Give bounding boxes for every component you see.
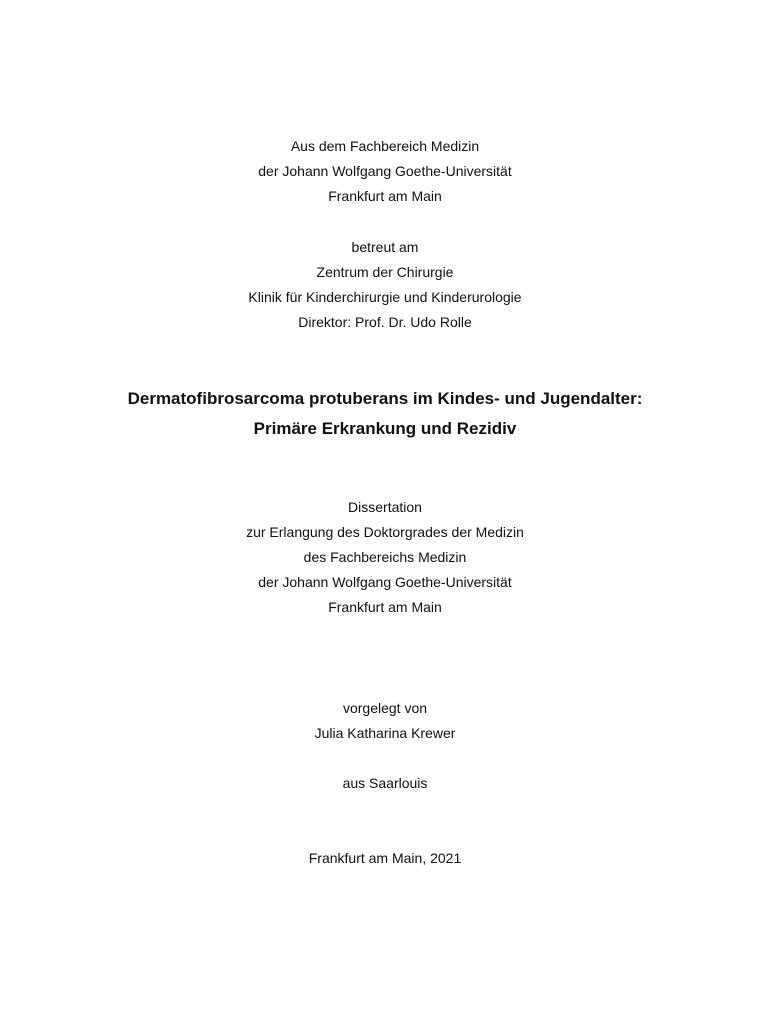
supervised-at-line: betreut am xyxy=(351,239,419,255)
presented-by-line: vorgelegt von xyxy=(342,700,428,716)
city-line: Frankfurt am Main xyxy=(328,188,442,204)
center-line: Zentrum der Chirurgie xyxy=(316,264,454,280)
director-line: Direktor: Prof. Dr. Udo Rolle xyxy=(298,314,472,330)
university-line: der Johann Wolfgang Goethe-Universität xyxy=(258,163,512,179)
author-name: Julia Katharina Krewer xyxy=(314,725,456,741)
degree-line: zur Erlangung des Doktorgrades der Medizin xyxy=(246,524,524,540)
thesis-subtitle: Primäre Erkrankung und Rezidiv xyxy=(253,419,517,438)
department-line: des Fachbereichs Medizin xyxy=(303,549,467,565)
dissertation-label: Dissertation xyxy=(348,499,422,515)
place-date-line: Frankfurt am Main, 2021 xyxy=(308,850,462,866)
faculty-line: Aus dem Fachbereich Medizin xyxy=(290,138,480,154)
city-line-2: Frankfurt am Main xyxy=(328,599,442,615)
thesis-title: Dermatofibrosarcoma protuberans im Kindes- und Jugendalter: xyxy=(127,389,643,408)
clinic-line: Klinik für Kinderchirurgie und Kinderurologie xyxy=(248,289,522,305)
author-origin: aus Saarlouis xyxy=(342,775,428,791)
university-line-2: der Johann Wolfgang Goethe-Universität xyxy=(258,574,512,590)
